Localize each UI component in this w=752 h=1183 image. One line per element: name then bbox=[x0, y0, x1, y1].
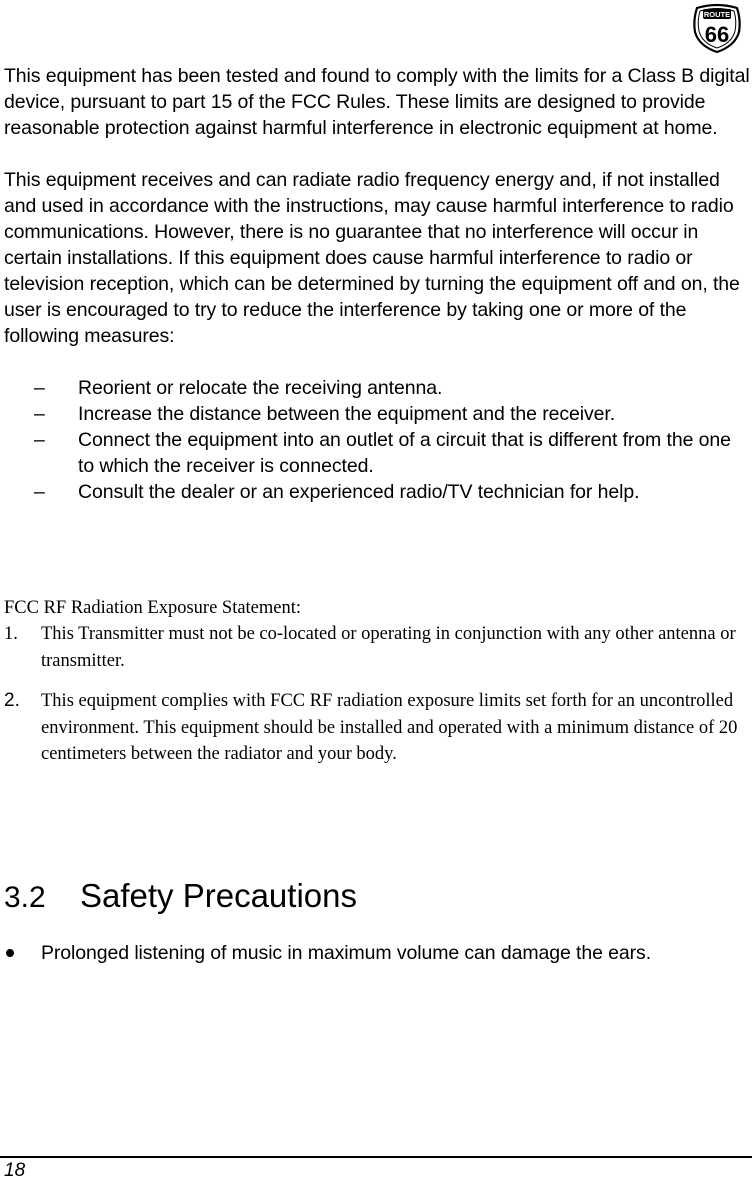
rf-statement-title: FCC RF Radiation Exposure Statement: bbox=[4, 598, 302, 618]
list-number: 1. bbox=[4, 624, 18, 644]
logo-route-text: ROUTE bbox=[703, 10, 731, 19]
list-item-text: Prolonged listening of music in maximum volume can damage the ears. bbox=[41, 942, 652, 964]
fcc-paragraph-2: This equipment receives and can radiate radio frequency energy and, if not installed and used in accordance with the instructions, may cause harmful interference to radio communications. However, there is no guarantee that no interference will occur in certain installations. If this equipment does cause harmful interference to radio or television reception, which can be determined by turning the equipment off and on, the user is encouraged to try to reduce the interference by taking one or more of the following measures: bbox=[4, 169, 740, 347]
list-item-text: Connect the equipment into an outlet of a circuit that is different from the one to which the receiver is connected. bbox=[78, 429, 731, 477]
fcc-paragraph-1: This equipment has been tested and found to comply with the limits for a Class B digital device, pursuant to part 15 of the FCC Rules. These limits are designed to provide reasonable protection against harmful interference in electronic equipment at home. bbox=[4, 65, 750, 139]
list-item bbox=[4, 375, 750, 401]
list-item-text: This equipment complies with FCC RF radiation exposure limits set forth for an uncontrolled environment. This equipment should be installed and operated with a minimum distance of 20 centimeters between the radiator and your body. bbox=[41, 691, 738, 764]
list-item bbox=[4, 940, 712, 966]
list-item bbox=[4, 621, 750, 674]
list-marker: – bbox=[34, 403, 45, 425]
route-66-logo bbox=[691, 2, 743, 54]
list-item bbox=[4, 479, 750, 505]
bullet-icon bbox=[6, 949, 14, 957]
section-number: 3.2 bbox=[4, 881, 46, 914]
list-item bbox=[4, 688, 750, 768]
list-number: 2. bbox=[4, 690, 20, 711]
list-item-text: This Transmitter must not be co-located or operating in conjunction with any other antenna or transmitter. bbox=[41, 624, 736, 671]
rf-statement-list bbox=[4, 621, 750, 782]
list-item bbox=[4, 427, 750, 479]
list-item-text: Reorient or relocate the receiving antenna. bbox=[78, 377, 443, 399]
list-marker: – bbox=[34, 429, 45, 451]
page-number: 18 bbox=[4, 1160, 26, 1181]
footer-divider bbox=[0, 1156, 752, 1158]
logo-number-text: 66 bbox=[704, 22, 730, 47]
section-heading bbox=[4, 876, 357, 918]
list-item-text: Increase the distance between the equipment and the receiver. bbox=[78, 403, 616, 425]
list-item-text: Consult the dealer or an experienced radio/TV technician for help. bbox=[78, 481, 640, 503]
interference-measures-list bbox=[4, 375, 750, 505]
list-marker: – bbox=[34, 481, 45, 503]
list-item bbox=[4, 401, 750, 427]
section-title: Safety Precautions bbox=[80, 877, 357, 914]
safety-precautions-list bbox=[4, 940, 712, 966]
list-marker: – bbox=[34, 377, 45, 399]
